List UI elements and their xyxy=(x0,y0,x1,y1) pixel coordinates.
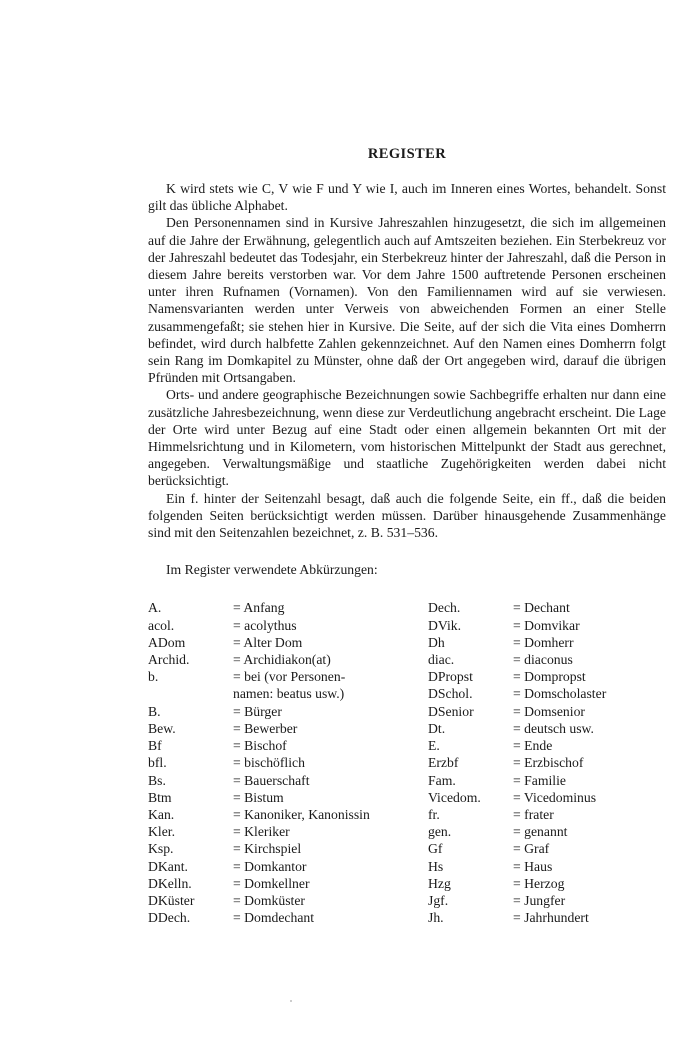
abbreviation-key: acol. xyxy=(148,617,175,633)
abbreviation-key: DPropst xyxy=(428,669,473,685)
abbreviation-value: = Ende xyxy=(513,738,553,754)
paragraph: K wird stets wie C, V wie F und Y wie I, auch im Inneren eines Wortes, behandelt. Sonst gilt das übliche Alphabet. xyxy=(148,181,666,214)
abbreviation-key: DKelln. xyxy=(148,875,192,891)
abbreviation-key: Kan. xyxy=(148,806,175,822)
abbreviation-row xyxy=(428,737,606,754)
abbreviation-key: DDech. xyxy=(148,910,191,926)
abbreviation-key: Dt. xyxy=(428,720,446,736)
abbreviation-row xyxy=(148,720,370,737)
abbreviation-key: Btm xyxy=(148,789,172,805)
abbreviations-heading: Im Register verwendete Abkürzungen: xyxy=(166,562,378,578)
intro-text xyxy=(148,180,666,541)
abbreviation-value: = Kleriker xyxy=(233,824,290,840)
abbreviation-key: A. xyxy=(148,600,162,616)
abbreviation-row xyxy=(428,909,606,926)
abbreviation-row xyxy=(428,599,606,616)
abbreviation-row xyxy=(148,634,370,651)
abbreviation-key: Hzg xyxy=(428,875,451,891)
abbreviation-value: = Domkantor xyxy=(233,858,307,874)
abbreviation-value: = Jungfer xyxy=(513,892,566,908)
abbreviation-key: diac. xyxy=(428,652,455,668)
abbreviation-value: = bei (vor Personen- namen: beatus usw.) xyxy=(233,669,346,702)
abbreviation-value: = Domküster xyxy=(233,892,305,908)
abbreviation-row xyxy=(148,892,370,909)
abbreviation-key: Dech. xyxy=(428,600,461,616)
abbreviation-value: = Domvikar xyxy=(513,617,580,633)
abbreviation-key: Bew. xyxy=(148,720,176,736)
abbreviation-value: = Bischof xyxy=(233,738,287,754)
abbreviation-key: bfl. xyxy=(148,755,167,771)
abbreviation-row xyxy=(428,823,606,840)
abbreviation-key: fr. xyxy=(428,806,440,822)
abbreviation-key: Bf xyxy=(148,738,162,754)
abbreviation-row xyxy=(148,909,370,926)
abbreviation-value: = Bewerber xyxy=(233,720,298,736)
abbreviation-row xyxy=(428,668,606,685)
abbreviation-key: E. xyxy=(428,738,440,754)
abbreviation-row xyxy=(148,772,370,789)
paragraph: Ein f. hinter der Seitenzahl besagt, daß auch die folgende Seite, ein ff., daß die beiden folgenden Seiten berücksichtigt werden müssen. Darüber hinausgehende Zusammenhänge sind mit den Seitenzahlen bezeichnet, z. B. 531–536. xyxy=(148,490,666,541)
abbreviation-row xyxy=(428,789,606,806)
abbreviation-row xyxy=(148,651,370,668)
abbreviation-value: = deutsch usw. xyxy=(513,720,594,736)
abbreviation-key: Gf xyxy=(428,841,443,857)
abbreviation-value: = Graf xyxy=(513,841,550,857)
abbreviation-value: = Bauerschaft xyxy=(233,772,310,788)
abbreviation-row xyxy=(148,875,370,892)
abbreviation-key: Bs. xyxy=(148,772,166,788)
document-page xyxy=(148,140,666,926)
abbreviation-key: gen. xyxy=(428,824,452,840)
abbreviation-row xyxy=(428,840,606,857)
abbreviation-value: = Kirchspiel xyxy=(233,841,302,857)
abbreviation-value: = Dechant xyxy=(513,600,570,616)
abbreviation-row xyxy=(428,651,606,668)
abbreviation-value: = diaconus xyxy=(513,652,573,668)
abbreviation-value: = frater xyxy=(513,806,554,822)
abbreviation-row xyxy=(428,858,606,875)
abbreviation-value: = Bürger xyxy=(233,703,282,719)
abbreviation-row xyxy=(148,806,370,823)
abbreviation-row xyxy=(428,875,606,892)
abbreviation-row xyxy=(148,840,370,857)
paragraph: Den Personennamen sind in Kursive Jahreszahlen hinzugesetzt, die sich im allgemeinen auf die Jahre der Erwähnung, gelegentlich auch auf Amtszeiten beziehen. Ein Sterbekreuz vor der Jahreszahl bedeutet das Todesjahr, ein Sterbekreuz hinter der Jahreszahl, daß die Person in diesem Jahre bereits verstorben war. Vor dem Jahre 1500 auftretende Personen erscheinen unter ihren Rufnamen (Vornamen). Von den Familiennamen wird auf sie verwiesen. Namensvarianten werden unter Verweis von abweichenden Formen an einer Stelle zusammengefaßt; sie stehen hier in Kursive. Die Seite, auf der sich die Vita eines Domherrn befindet, wird durch halbfette Zahlen gekennzeichnet. Auf den Namen eines Domherrn folgt sein Rang im Domkapitel zu Münster, ohne daß der Ort angegeben wird, darauf die übrigen Pfründen mit Ortsangaben. xyxy=(148,215,666,386)
abbreviation-key: B. xyxy=(148,703,161,719)
paragraph: Orts- und andere geographische Bezeichnungen sowie Sachbegriffe erhalten nur dann eine zusätzliche Jahresbezeichnung, wenn diese zur Verdeutlichung angebracht erscheint. Die Lage der Orte wird unter Bezug auf eine Stadt oder einen allgemein bekannten Ort mit der Himmelsrichtung und in Kilometern, vom historischen Mittelpunkt der Stadt aus gerechnet, angegeben. Verwaltungsmäßige und staatliche Zugehörigkeiten werden dabei nicht berücksichtigt. xyxy=(148,387,666,489)
abbreviation-value: = bischöflich xyxy=(233,755,305,771)
abbreviation-value: = Kanoniker, Kanonissin xyxy=(233,806,370,822)
abbreviation-key: Hs xyxy=(428,858,444,874)
abbreviation-row xyxy=(148,599,370,616)
abbreviation-row xyxy=(148,789,370,806)
abbreviation-row xyxy=(428,634,606,651)
abbreviation-key: DSenior xyxy=(428,703,474,719)
abbreviation-value: = Haus xyxy=(513,858,553,874)
abbreviation-key: Jgf. xyxy=(428,892,449,908)
abbreviation-key: Fam. xyxy=(428,772,456,788)
abbreviation-row xyxy=(428,806,606,823)
abbreviation-key: DKant. xyxy=(148,858,188,874)
abbreviation-row xyxy=(148,703,370,720)
abbreviation-row xyxy=(428,703,606,720)
abbreviation-value: = Domkellner xyxy=(233,875,310,891)
abbreviation-value: = Domsenior xyxy=(513,703,585,719)
abbreviation-value: = Jahrhundert xyxy=(513,910,589,926)
abbreviation-key: Kler. xyxy=(148,824,175,840)
abbreviation-value: = Vicedominus xyxy=(513,789,597,805)
abbreviation-value: = Domherr xyxy=(513,634,574,650)
abbreviation-key: DSchol. xyxy=(428,686,473,702)
abbreviation-value: = Domscholaster xyxy=(513,686,607,702)
page-mark xyxy=(290,1000,292,1002)
abbreviation-key: DKüster xyxy=(148,892,195,908)
abbreviation-key: Dh xyxy=(428,634,445,650)
abbreviation-key: Erzbf xyxy=(428,755,459,771)
abbreviation-value: = Herzog xyxy=(513,875,565,891)
abbreviation-value: = Domdechant xyxy=(233,910,315,926)
abbreviation-row xyxy=(148,823,370,840)
abbreviation-row xyxy=(148,617,370,634)
abbreviation-row xyxy=(428,772,606,789)
abbreviation-value: = Bistum xyxy=(233,789,284,805)
abbreviation-value: = acolythus xyxy=(233,617,297,633)
abbreviation-row xyxy=(148,668,370,702)
abbreviation-key: Ksp. xyxy=(148,841,174,857)
abbreviation-value: = Archidiakon(at) xyxy=(233,652,331,668)
abbreviation-key: Vicedom. xyxy=(428,789,481,805)
abbreviation-key: Archid. xyxy=(148,652,190,668)
abbreviation-key: b. xyxy=(148,669,159,685)
abbreviation-row xyxy=(148,737,370,754)
abbreviation-row xyxy=(428,617,606,634)
abbreviations-column-left xyxy=(148,599,370,926)
abbreviation-key: Jh. xyxy=(428,910,444,926)
abbreviation-row xyxy=(428,685,606,702)
abbreviation-row xyxy=(428,754,606,771)
abbreviation-value: = Familie xyxy=(513,772,566,788)
abbreviation-key: ADom xyxy=(148,634,186,650)
abbreviation-row xyxy=(148,858,370,875)
abbreviation-key: DVik. xyxy=(428,617,462,633)
abbreviation-value: = Dompropst xyxy=(513,669,586,685)
abbreviation-row xyxy=(428,892,606,909)
abbreviation-row xyxy=(428,720,606,737)
abbreviation-value: = Alter Dom xyxy=(233,634,303,650)
page-title: REGISTER xyxy=(367,146,447,162)
abbreviation-value: = genannt xyxy=(513,824,568,840)
abbreviation-row xyxy=(148,754,370,771)
abbreviation-value: = Erzbischof xyxy=(513,755,584,771)
abbreviations-column-right xyxy=(428,599,606,926)
abbreviation-value: = Anfang xyxy=(233,600,285,616)
